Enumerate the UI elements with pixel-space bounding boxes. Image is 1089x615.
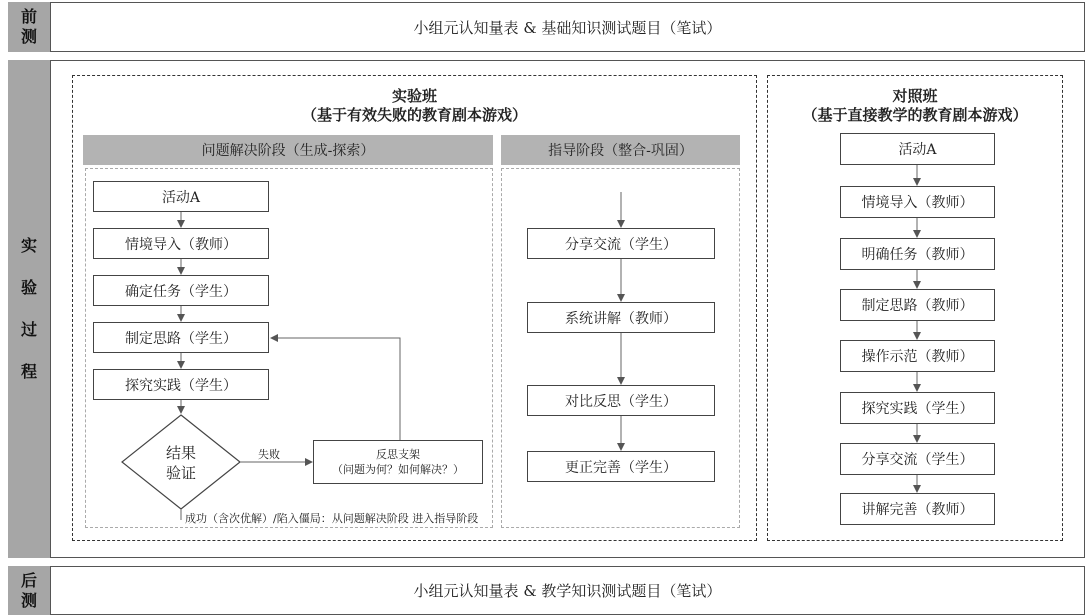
decision-label: 结果 验证 — [165, 444, 196, 482]
guidance-phase-header: 指导阶段（整合-巩固） — [501, 135, 740, 165]
step-define-task: 确定任务（学生） — [93, 275, 269, 306]
post-test-label: 后 测 — [8, 566, 50, 615]
post-test-text: 小组元认知量表 & 教学知识测试题目（笔试） — [413, 582, 722, 600]
control-step-activity-a: 活动A — [840, 133, 995, 165]
experimental-class-title: 实验班 （基于有效失败的教育剧本游戏） — [301, 87, 527, 124]
step-systematic-lecture: 系统讲解（教师） — [527, 302, 715, 333]
step-scenario-intro: 情境导入（教师） — [93, 228, 269, 259]
control-step-plan-approach: 制定思路（教师） — [840, 289, 995, 321]
control-step-scenario-intro: 情境导入（教师） — [840, 186, 995, 218]
process-label: 实 验 过 程 — [8, 60, 50, 558]
arrow-reflect-to-plan — [271, 338, 400, 440]
control-class-title: 对照班 （基于直接教学的教育剧本游戏） — [802, 87, 1028, 124]
step-compare-reflect: 对比反思（学生） — [527, 385, 715, 416]
control-step-demonstration: 操作示范（教师） — [840, 340, 995, 372]
fail-label: 失败 — [258, 448, 280, 461]
success-note: 成功（含次优解）/陷入僵局：从问题解决阶段 进入指导阶段 — [185, 512, 479, 525]
control-step-explore-practice: 探究实践（学生） — [840, 392, 995, 424]
step-explore-practice: 探究实践（学生） — [93, 369, 269, 400]
control-step-share-exchange: 分享交流（学生） — [840, 443, 995, 475]
pre-test-text: 小组元认知量表 & 基础知识测试题目（笔试） — [413, 18, 722, 37]
step-plan-approach: 制定思路（学生） — [93, 322, 269, 353]
step-correct-improve: 更正完善（学生） — [527, 451, 715, 482]
control-step-clarify-task: 明确任务（教师） — [840, 238, 995, 270]
reflection-scaffold-box: 反思支架 （问题为何？如何解决？） — [313, 440, 483, 484]
step-activity-a: 活动A — [93, 181, 269, 212]
control-step-lecture-improve: 讲解完善（教师） — [840, 493, 995, 525]
problem-solving-phase-header: 问题解决阶段（生成-探索） — [83, 135, 493, 165]
pre-test-label: 前 测 — [8, 2, 50, 52]
step-share-exchange: 分享交流（学生） — [527, 228, 715, 259]
